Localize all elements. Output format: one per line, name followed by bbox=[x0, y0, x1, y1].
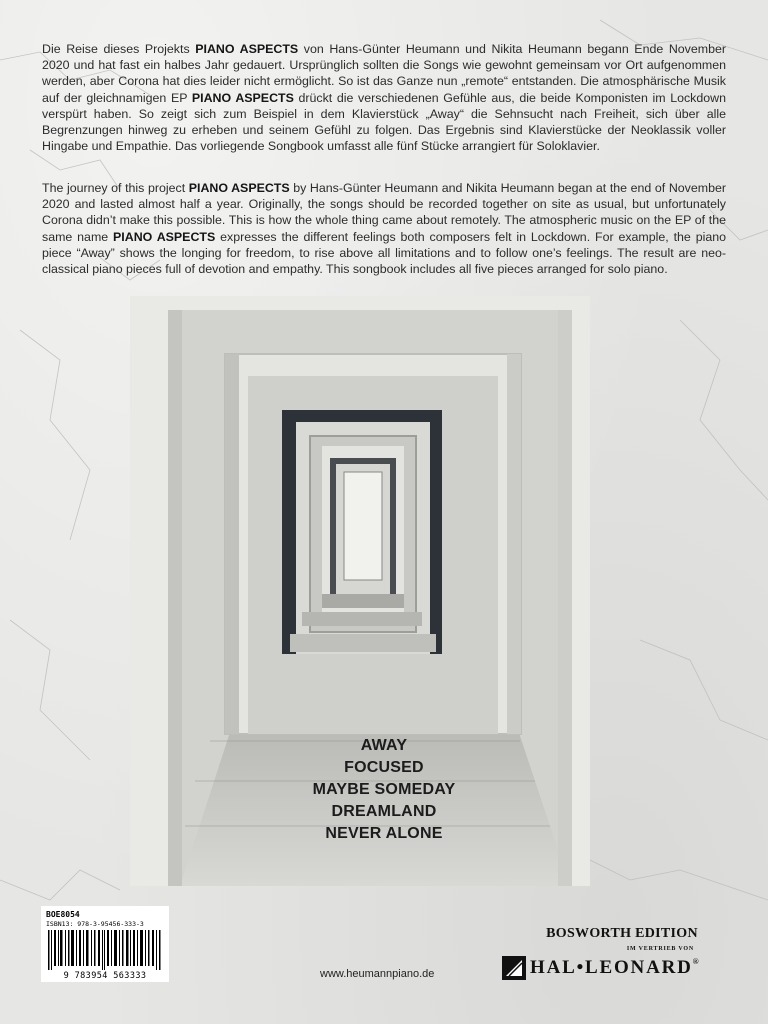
hal-leonard-mark-icon bbox=[502, 956, 526, 980]
project-name: PIANO ASPECTS bbox=[188, 181, 290, 195]
barcode-label bbox=[41, 906, 169, 982]
publisher-block bbox=[500, 926, 728, 984]
catalog-number: BOE8054 bbox=[46, 910, 80, 919]
song-title-list bbox=[262, 735, 506, 845]
project-name: PIANO ASPECTS bbox=[113, 229, 216, 244]
barcode-digits: 9 783954 563333 bbox=[63, 971, 147, 981]
barcode-icon bbox=[46, 930, 164, 970]
intro-text-segment: expresses the different feelings both composers felt in Lockdown. For example, the piano piece “Away” shows the longing for freedom, to rise above all limitations and to follow one’s feelings. The result are neo-classical piano pieces full of devotion and empathy. This songbook includes all five pieces arranged for solo piano. bbox=[42, 229, 727, 277]
song-title: NEVER ALONE bbox=[325, 825, 443, 842]
song-title: AWAY bbox=[360, 737, 408, 754]
hal-leonard-logo bbox=[500, 954, 728, 984]
intro-text-segment: von Hans-Günter Heumann und Nikita Heumann begann Ende November 2020 und hat fast ein halbes Jahr gedauert. Ursprünglich sollten die Songs wie gewohnt gemeinsam vor Ort aufgenommen werden, aber Corona hat dies leider nicht ermöglicht. So ist das Ganze nun „remote“ entstanden. Die atmosphärische Musik auf der gleichnamigen EP bbox=[42, 42, 726, 105]
website-url: www.heumannpiano.de bbox=[320, 968, 435, 980]
intro-text-segment: by Hans-Günter Heumann and Nikita Heumann began at the end of November 2020 and lasted almost half a year. Originally, the songs should be recorded together on site as usual, but unfortunately Corona didn’t make this possible. This is how the whole thing came about remotely. The atmospheric music on the EP of the same name bbox=[42, 181, 726, 244]
intro-german bbox=[42, 41, 726, 154]
song-title: DREAMLAND bbox=[331, 803, 437, 820]
song-title: MAYBE SOMEDAY bbox=[312, 781, 456, 798]
edition-name: BOSWORTH EDITION bbox=[546, 926, 698, 941]
intro-text-segment: drückt die verschiedenen Gefühle aus, die beide Komponisten im Lockdown verspürt haben. So zeigt sich zum Beispiel in dem Klavierstück „Away“ die Sehnsucht nach Freiheit, sich über alle Begrenzungen hinweg zu erheben und seinem Gefühl zu folgen. Das Ergebnis sind Klavierstücke der Neoklassik voller Hingabe und Empathie. Das vorliegende Songbook umfasst alle fünf Stücke arrangiert für Soloklavier. bbox=[42, 90, 726, 154]
project-name: PIANO ASPECTS bbox=[191, 90, 294, 105]
intro-text-segment: Die Reise dieses Projekts bbox=[42, 42, 196, 56]
intro-text-segment: The journey of this project bbox=[42, 181, 189, 195]
distributor-name: HAL•LEONARD® bbox=[530, 957, 699, 978]
distribution-note: IM VERTRIEB VON bbox=[626, 946, 694, 952]
intro-english bbox=[42, 180, 726, 277]
project-name: PIANO ASPECTS bbox=[195, 42, 299, 56]
song-title: FOCUSED bbox=[344, 759, 424, 776]
isbn-number: ISBN13: 978-3-95456-333-3 bbox=[46, 920, 144, 928]
